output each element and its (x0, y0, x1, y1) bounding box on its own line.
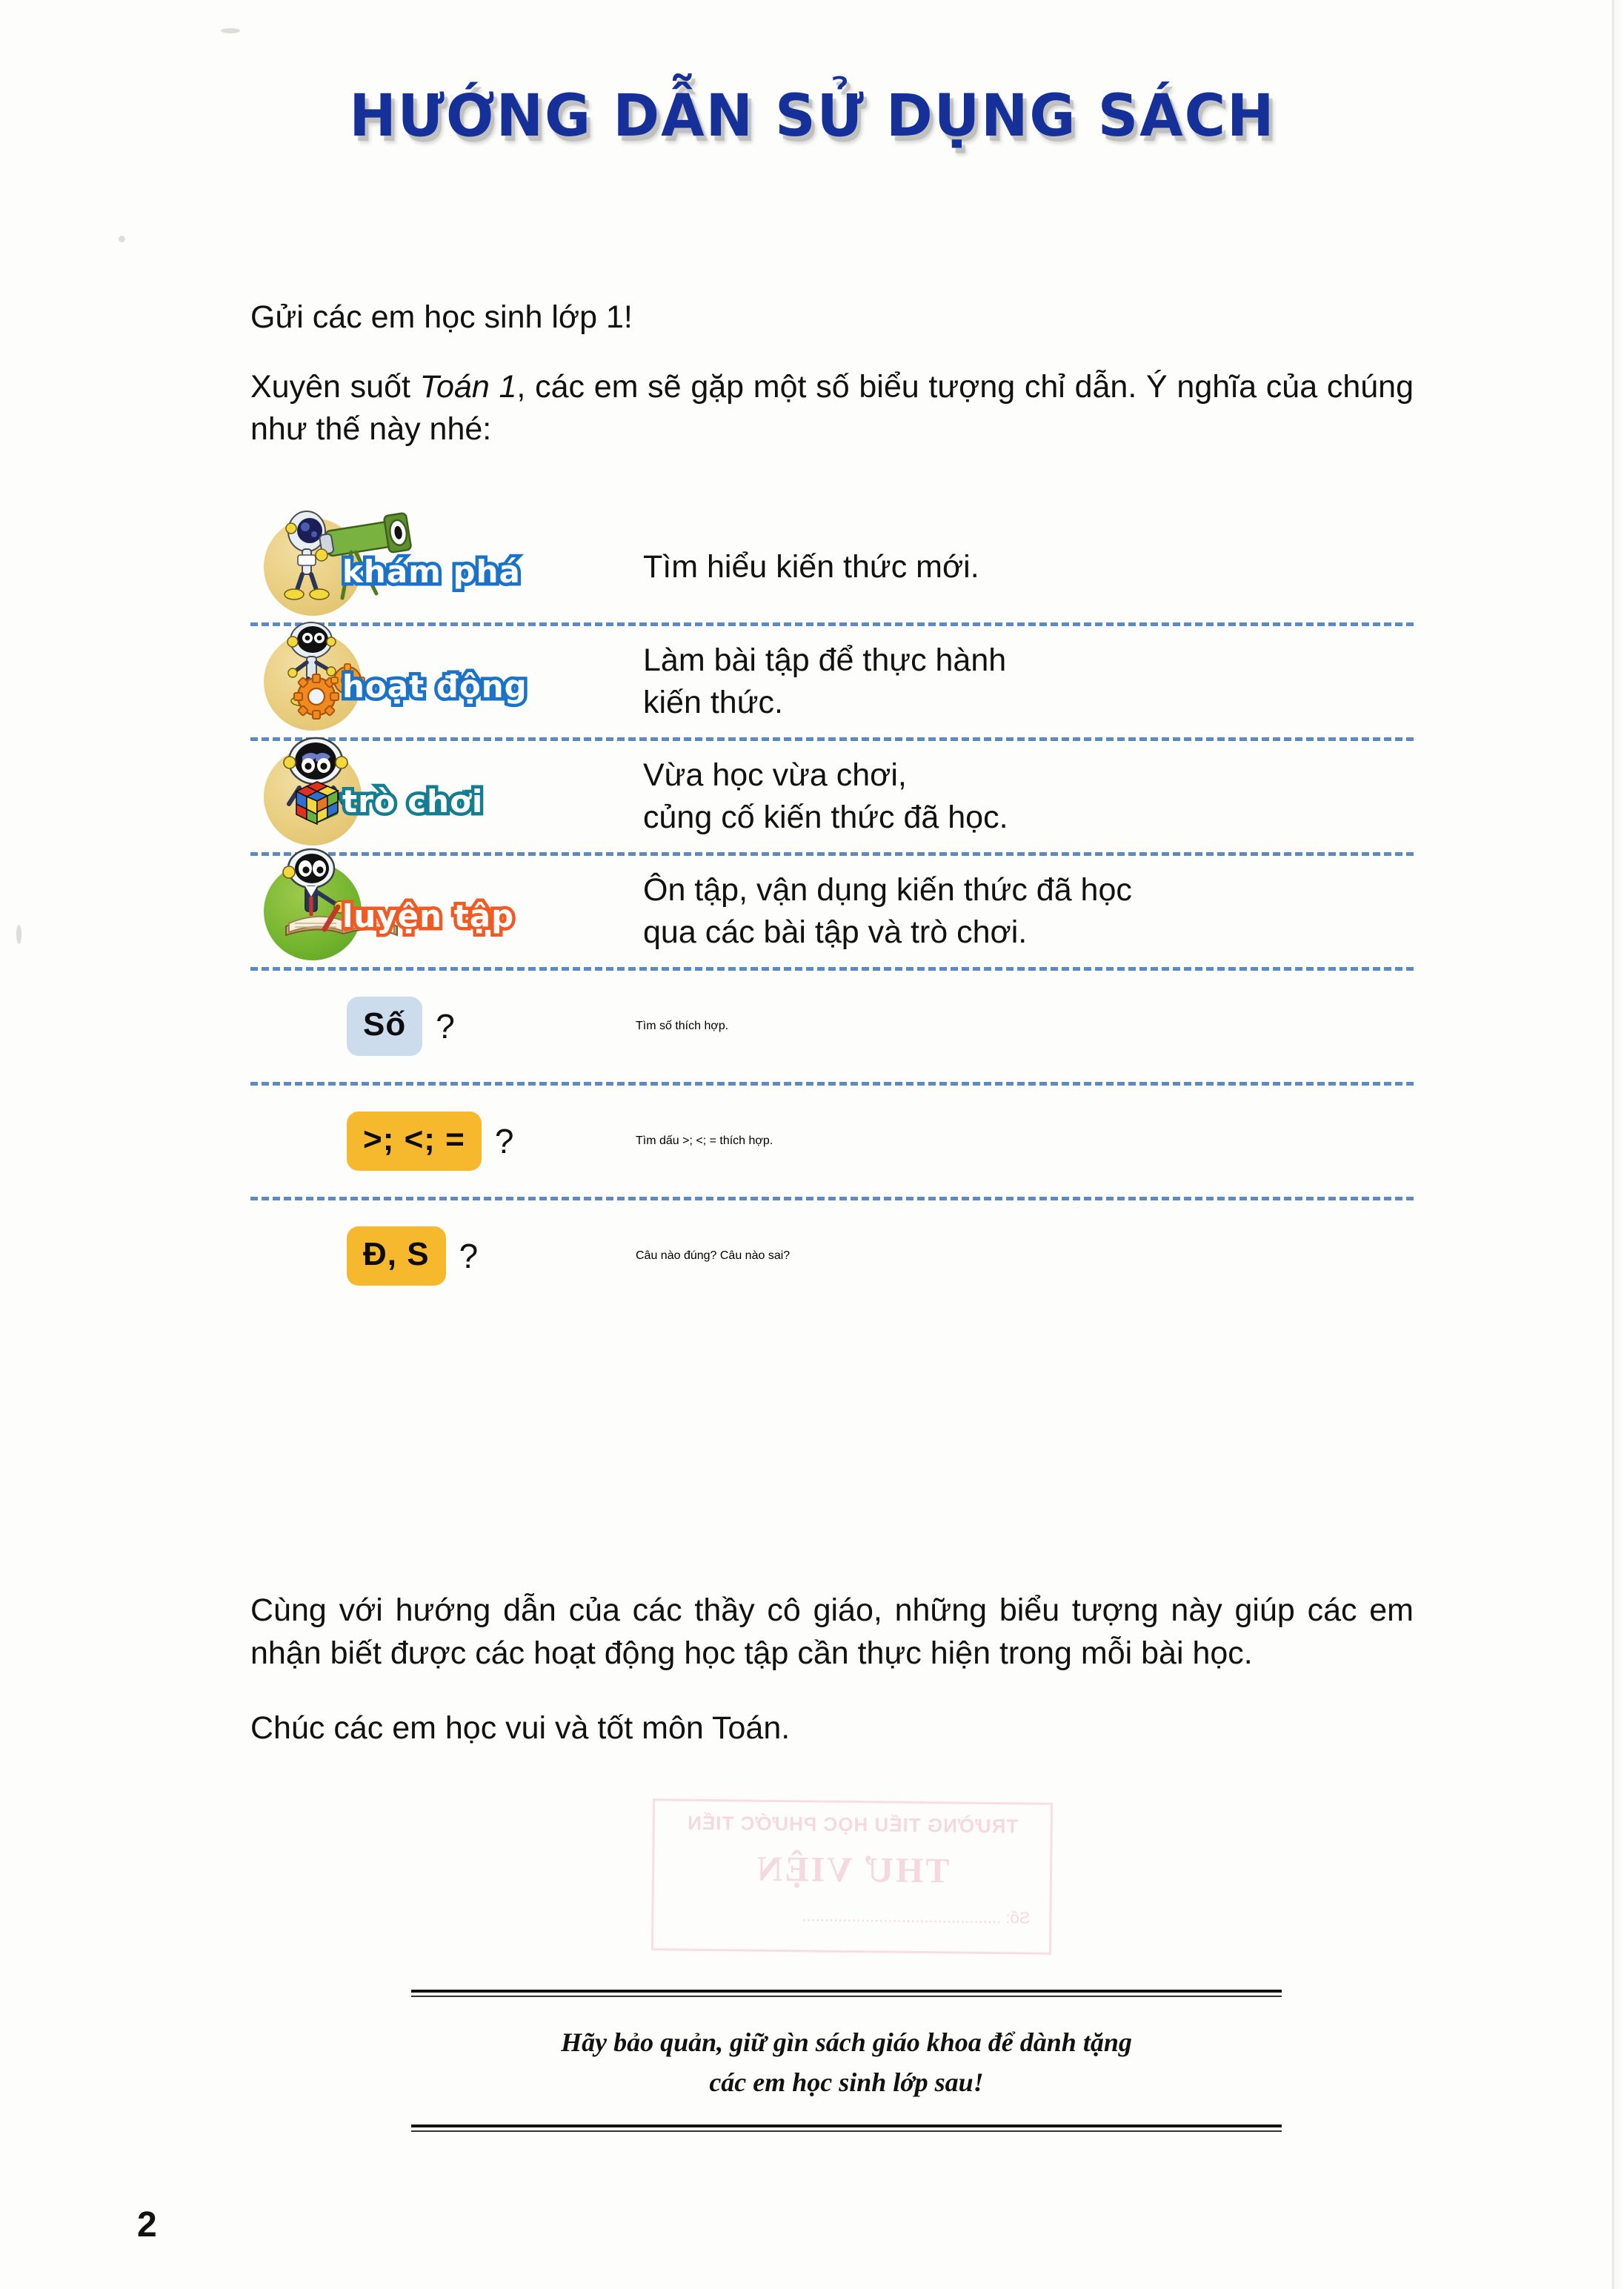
legend-description-line2: qua các bài tập và trò chơi. (643, 914, 1028, 950)
question-mark: ? (459, 1237, 479, 1275)
kham-pha-icon (250, 515, 532, 619)
legend-description (636, 869, 1414, 954)
badge-cell (250, 1226, 636, 1286)
closing-block (250, 1589, 1414, 1777)
legend-description-line2: củng cố kiến thức đã học. (643, 800, 1008, 835)
footer-message-line1: Hãy bảo quản, giữ gìn sách giáo khoa để dành tặng (561, 2027, 1132, 2057)
legend-description-line1: Ôn tập, vận dụng kiến thức đã học (643, 872, 1132, 908)
legend-row-tro-choi (250, 741, 1414, 852)
legend-icon-cell (250, 515, 636, 619)
footer-notice (411, 1990, 1282, 2132)
legend-description: Tìm hiểu kiến thức mới. (643, 548, 979, 585)
question-mark: ? (494, 1122, 514, 1160)
legend-description (636, 754, 1414, 839)
legend-row-dung-sai (250, 1200, 1414, 1312)
stamp-school-name: TRƯỜNG TIỂU HỌC PHƯỚC TIẾN (687, 1811, 1019, 1838)
intro-block (250, 296, 1414, 478)
legend-icon-cell (250, 630, 636, 734)
stamp-library-label: THƯ VIỆN (754, 1849, 950, 1891)
footer-rule-bottom-thin (411, 2130, 1282, 2132)
library-stamp (651, 1798, 1053, 1955)
footer-message-line2: các em học sinh lớp sau! (709, 2067, 984, 2097)
hoat-dong-icon (250, 630, 532, 734)
footer-rule-bottom (411, 2124, 1282, 2127)
book-title-italic: Toán 1 (419, 368, 517, 405)
legend-description-line1: Vừa học vừa chơi, (643, 757, 907, 794)
legend-icon-cell (250, 860, 636, 963)
legend-description (636, 639, 1414, 724)
legend-row-so (250, 971, 1414, 1082)
legend-row-hoat-dong (250, 626, 1414, 737)
page-title-container (0, 83, 1624, 150)
intro-text-a: Xuyên suốt (250, 368, 420, 405)
legend-description-line1: Làm bài tập để thực hành (643, 642, 1007, 679)
greeting-line: Gửi các em học sinh lớp 1! (250, 299, 633, 335)
legend-description: Tìm số thích hợp. (636, 1020, 729, 1032)
tro-choi-icon (250, 745, 532, 848)
luyen-tap-icon (250, 860, 532, 963)
hoat-dong-label: hoạt động (342, 668, 528, 705)
comparison-badge[interactable]: >; <; = (347, 1112, 482, 1171)
closing-paragraph-2: Chúc các em học vui và tốt môn Toán. (250, 1710, 791, 1747)
scan-speck (16, 925, 21, 944)
page-number: 2 (137, 2205, 157, 2245)
tro-choi-label: trò chơi (342, 783, 484, 820)
legend-icon-cell (250, 745, 636, 848)
page-edge-highlight (1614, 0, 1624, 2289)
scan-speck (221, 28, 240, 33)
question-mark: ? (436, 1007, 455, 1046)
legend-row-kham-pha (250, 511, 1414, 622)
legend-description-line2: kiến thức. (643, 685, 783, 720)
dung-sai-badge[interactable]: Đ, S (347, 1226, 446, 1286)
page-title: HƯỚNG DẪN SỬ DỤNG SÁCH (348, 83, 1276, 150)
legend-description: Câu nào đúng? Câu nào sai? (636, 1249, 791, 1262)
intro-text-b: , các em sẽ gặp một số biểu tượng chỉ dẫn. Ý nghĩa của chúng như thế này nhé: (250, 368, 1414, 448)
badge-cell (250, 1112, 636, 1171)
kham-pha-label: khám phá (342, 554, 521, 590)
scan-speck (119, 236, 125, 242)
closing-paragraph-1: Cùng với hướng dẫn của các thầy cô giáo, những biểu tượng này giúp các em nhận biết được các hoạt động học tập cần thực hiện trong mỗi bài học. (250, 1592, 1414, 1671)
legend-description: Tìm dấu >; <; = thích hợp. (636, 1134, 773, 1147)
footer-rule-top (411, 1990, 1282, 1993)
luyen-tap-label: luyện tập (342, 898, 515, 934)
stamp-number-field: Số: ............................................ (802, 1906, 1031, 1927)
badge-cell (250, 997, 636, 1056)
legend-row-comparison (250, 1086, 1414, 1197)
legend-table (250, 511, 1414, 1312)
intro-paragraph (250, 366, 1414, 451)
so-badge[interactable]: Số (347, 997, 422, 1056)
legend-row-luyen-tap (250, 856, 1414, 967)
footer-message (411, 1997, 1282, 2124)
